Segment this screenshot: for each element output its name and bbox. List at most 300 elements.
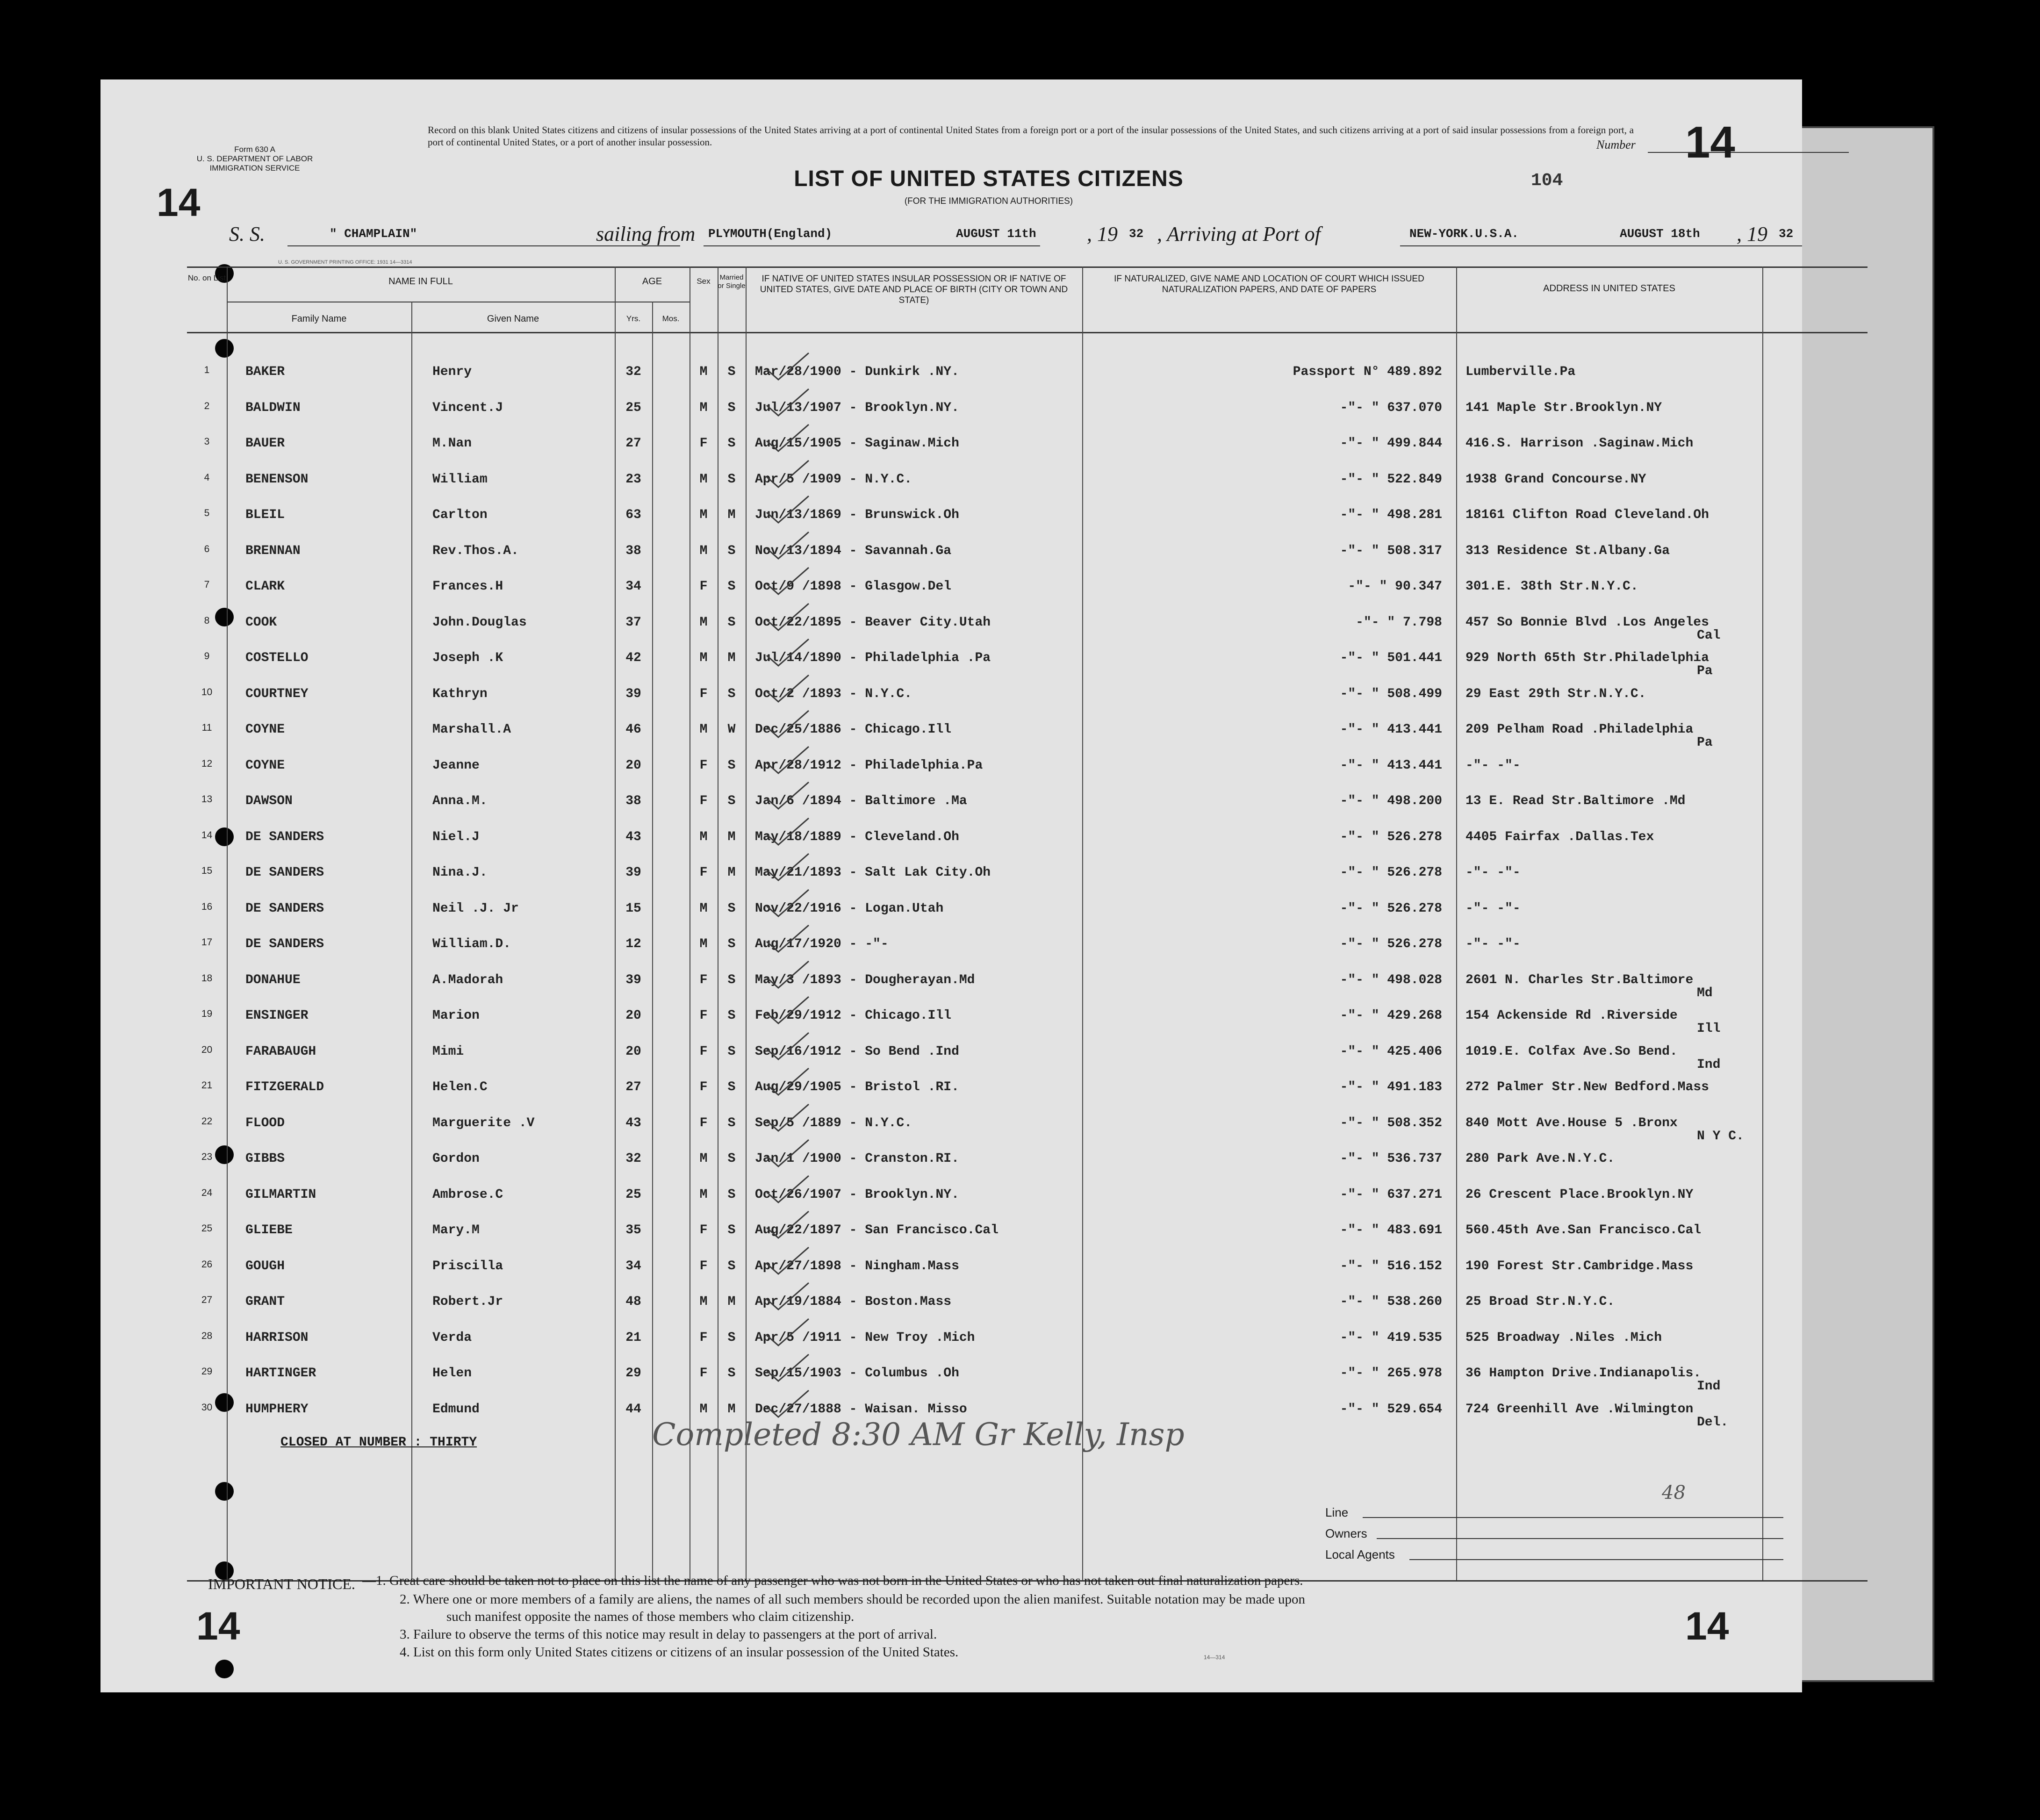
check-mark-icon [762,780,813,813]
notice-item-3: 3. Failure to observe the terms of this notice may result in delay to passengers at the port of arrival. [400,1627,937,1642]
naturalization-papers: -"- " 499.844 [1340,436,1442,451]
given-name: Robert.Jr [432,1295,503,1309]
age-years: 23 [625,472,641,487]
marital-status: M [727,829,736,844]
address-line-2: Cal [1697,628,1721,643]
address-line-1: Lumberville.Pa [1465,365,1576,379]
row-number: 2 [204,400,210,411]
table-row [187,360,1868,396]
family-name: DE SANDERS [245,865,324,880]
address-line-1: 1019.E. Colfax Ave.So Bend. [1465,1044,1678,1059]
age-years: 39 [625,972,641,987]
birth-date-place: May/3 /1893 - Dougherayan.Md [755,972,975,987]
marital-status: S [727,1259,736,1273]
sex: F [699,972,708,987]
marital-status: S [727,543,736,558]
given-name: Nina.J. [432,865,488,880]
check-mark-icon [762,1280,813,1313]
check-mark-icon [762,1209,813,1242]
row-number: 14 [201,829,213,841]
age-years: 15 [625,901,641,916]
naturalization-papers: -"- " 529.654 [1340,1402,1442,1417]
number-underline [1648,152,1849,153]
check-mark-icon [762,458,813,491]
marital-status: S [727,579,736,594]
ship-name: " CHAMPLAIN" [330,227,417,241]
birth-date-place: Oct/22/1895 - Beaver City.Utah [755,615,991,630]
birth-date-place: Dec/27/1888 - Waisan. Misso [755,1402,967,1417]
family-name: ENSINGER [245,1008,309,1023]
table-row [187,468,1868,504]
address-line-1: 141 Maple Str.Brooklyn.NY [1465,400,1662,415]
col-header-naturalized: IF NATURALIZED, GIVE NAME AND LOCATION OF COURT WHICH ISSUED NATURALIZATION PAPERS, AND DATE OF PAPERS [1114,274,1424,295]
marital-status: S [727,615,736,630]
check-mark-icon [762,1137,813,1170]
arrival-date: AUGUST 18th [1620,227,1700,241]
given-name: Rev.Thos.A. [432,543,519,558]
given-name: Neil .J. Jr [432,901,519,916]
check-mark-icon [762,530,813,562]
address-line-2: Ind [1697,1057,1721,1072]
marital-status: S [727,686,736,701]
col-header-sex: Sex [697,277,711,286]
sex: F [699,1330,708,1345]
punch-hole [215,1660,234,1678]
family-name: GOUGH [245,1259,285,1273]
row-number: 4 [204,472,210,483]
naturalization-papers: -"- " 483.691 [1340,1223,1442,1237]
sex: F [699,794,708,808]
age-years: 34 [625,579,641,594]
address-line-1: 929 North 65th Str.Philadelphia [1465,651,1709,665]
handwritten-number: 48 [1662,1482,1686,1503]
check-mark-icon [762,565,813,598]
row-number: 15 [201,865,213,876]
given-name: Joseph .K [432,651,503,665]
check-mark-icon [762,923,813,956]
sex: F [699,1044,708,1059]
given-name: Vincent.J [432,400,503,415]
list-number: 14 [1685,117,1735,167]
table-row [187,718,1868,754]
given-name: Marguerite .V [432,1115,535,1130]
row-number: 11 [201,722,212,733]
family-name: BENENSON [245,472,309,487]
check-mark-icon [762,1030,813,1063]
table-header-rule [187,332,1868,333]
form-id-block [175,145,334,173]
departure-year: 32 [1129,227,1144,241]
page-subtitle: (FOR THE IMMIGRATION AUTHORITIES) [904,196,1073,206]
naturalization-papers: -"- " 637.271 [1340,1187,1442,1202]
marital-status: S [727,472,736,487]
sex: M [699,901,708,916]
row-number: 26 [201,1259,213,1270]
table-row [187,897,1868,933]
naturalization-papers: -"- " 522.849 [1340,472,1442,487]
check-mark-icon [762,673,813,705]
arriving-label: , Arriving at Port of [1157,223,1321,245]
age-years: 39 [625,865,641,880]
naturalization-papers: -"- " 526.278 [1340,901,1442,916]
marital-status: M [727,1402,736,1417]
marital-status: M [727,865,736,880]
table-row [187,754,1868,790]
sex: F [699,758,708,773]
birth-date-place: Aug/29/1905 - Bristol .RI. [755,1080,959,1094]
row-number: 18 [201,972,213,984]
port-underline [704,245,1040,246]
row-number: 16 [201,901,213,912]
family-name: GRANT [245,1295,285,1309]
address-line-2: Ill [1697,1022,1721,1036]
sex: M [699,1151,708,1166]
arrival-year-prefix: , 19 [1737,223,1767,245]
naturalization-papers: -"- " 498.281 [1340,508,1442,522]
marital-status: S [727,436,736,451]
page-number: 104 [1531,171,1563,191]
table-row [187,503,1868,540]
table-row [187,396,1868,432]
sex: F [699,579,708,594]
agents-underline [1409,1559,1783,1560]
row-number: 9 [204,651,210,662]
given-name: Niel.J [432,829,480,844]
ss-label: S. S. [229,223,265,245]
age-years: 21 [625,1330,641,1345]
service-name: IMMIGRATION SERVICE [209,164,300,173]
given-name: Jeanne [432,758,480,773]
form-number: Form 630 A [234,145,275,154]
given-name: Marion [432,1008,480,1023]
address-line-1: 13 E. Read Str.Baltimore .Md [1465,794,1686,808]
age-years: 38 [625,794,641,808]
marital-status: S [727,1223,736,1237]
given-name: Edmund [432,1402,480,1417]
table-row [187,1218,1868,1255]
marital-status: S [727,1151,736,1166]
birth-date-place: Jan/6 /1894 - Baltimore .Ma [755,794,967,808]
owners-label: Owners [1325,1526,1367,1540]
sex: M [699,472,708,487]
family-name: HUMPHERY [245,1402,309,1417]
address-line-1: -"- -"- [1465,865,1521,880]
table-row [187,575,1868,611]
table-row [187,1254,1868,1291]
check-mark-icon [762,816,813,849]
address-line-1: 26 Crescent Place.Brooklyn.NY [1465,1187,1694,1202]
given-name: Gordon [432,1151,480,1166]
check-mark-icon [762,601,813,634]
table-row [187,1004,1868,1040]
family-name: DE SANDERS [245,901,324,916]
check-mark-icon [762,1352,813,1385]
family-name: BLEIL [245,508,285,522]
age-years: 37 [625,615,641,630]
family-name: BAKER [245,365,285,379]
row-number: 29 [201,1366,213,1377]
table-row [187,932,1868,969]
sailing-label: sailing from [596,223,696,245]
row-number: 5 [204,508,210,518]
col-header-given: Given Name [487,314,539,324]
naturalization-papers: -"- " 637.070 [1340,400,1442,415]
family-name: GILMARTIN [245,1187,316,1202]
age-years: 63 [625,508,641,522]
line-label: Line [1325,1505,1349,1519]
check-mark-icon [762,1173,813,1206]
family-name: HARTINGER [245,1366,316,1381]
check-mark-icon [762,422,813,455]
family-name: FITZGERALD [245,1080,324,1094]
birth-date-place: Sep/15/1903 - Columbus .Oh [755,1366,959,1381]
age-years: 35 [625,1223,641,1237]
marital-status: M [727,1295,736,1309]
birth-date-place: Mar/28/1900 - Dunkirk .NY. [755,365,959,379]
birth-date-place: Oct/26/1907 - Brooklyn.NY. [755,1187,959,1202]
check-mark-icon [762,1066,813,1099]
table-row [187,1183,1868,1219]
family-name: FLOOD [245,1115,285,1130]
naturalization-papers: -"- " 425.406 [1340,1044,1442,1059]
sex: M [699,365,708,379]
row-number: 21 [201,1080,213,1091]
given-name: Frances.H [432,579,503,594]
naturalization-papers: -"- " 526.278 [1340,829,1442,844]
birth-date-place: Jan/1 /1900 - Cranston.RI. [755,1151,959,1166]
naturalization-papers: -"- " 491.183 [1340,1080,1442,1094]
family-name: DE SANDERS [245,829,324,844]
address-line-1: 18161 Clifton Road Cleveland.Oh [1465,508,1709,522]
birth-date-place: Jul/13/1907 - Brooklyn.NY. [755,400,959,415]
birth-date-place: Apr/19/1884 - Boston.Mass [755,1295,952,1309]
naturalization-papers: -"- " 498.028 [1340,972,1442,987]
marital-status: S [727,365,736,379]
address-line-1: 280 Park Ave.N.Y.C. [1465,1151,1615,1166]
naturalization-papers: -"- " 516.152 [1340,1259,1442,1273]
birth-date-place: Nov/22/1916 - Logan.Utah [755,901,944,916]
address-line-1: 840 Mott Ave.House 5 .Bronx [1465,1115,1678,1130]
given-name: Priscilla [432,1259,503,1273]
age-years: 34 [625,1259,641,1273]
marital-status: S [727,1044,736,1059]
sex: F [699,1259,708,1273]
family-name: DONAHUE [245,972,301,987]
age-years: 20 [625,758,641,773]
marital-status: S [727,758,736,773]
row-number: 1 [204,365,210,375]
corner-number: 14 [157,180,201,224]
check-mark-icon [762,744,813,777]
table-row [187,1361,1868,1398]
birth-date-place: Apr/5 /1911 - New Troy .Mich [755,1330,975,1345]
sex: F [699,1115,708,1130]
table-row [187,1326,1868,1362]
given-name: Mimi [432,1044,464,1059]
birth-date-place: Aug/15/1905 - Saginaw.Mich [755,436,959,451]
marital-status: S [727,1008,736,1023]
address-line-1: 560.45th Ave.San Francisco.Cal [1465,1223,1702,1237]
sex: M [699,543,708,558]
manifest-page [101,79,1802,1692]
naturalization-papers: -"- " 413.441 [1340,722,1442,737]
address-line-1: 724 Greenhill Ave .Wilmington [1465,1402,1694,1417]
birth-date-place: Feb/29/1912 - Chicago.Ill [755,1008,952,1023]
row-number: 23 [201,1151,213,1162]
col-header-mos: Mos. [662,314,680,323]
address-line-1: 1938 Grand Concourse.NY [1465,472,1646,487]
check-mark-icon [762,351,813,383]
row-number: 13 [201,794,213,805]
bottom-left-number: 14 [196,1604,240,1648]
marital-status: S [727,972,736,987]
check-mark-icon [762,1316,813,1349]
family-name: BAUER [245,436,285,451]
naturalization-papers: -"- " 526.278 [1340,865,1442,880]
arrival-port: NEW-YORK.U.S.A. [1409,227,1519,241]
row-number: 24 [201,1187,213,1198]
row-number: 8 [204,615,210,626]
department-name: U. S. DEPARTMENT OF LABOR [196,154,313,163]
col-header-yrs: Yrs. [626,314,641,323]
address-line-1: 416.S. Harrison .Saginaw.Mich [1465,436,1694,451]
naturalization-papers: -"- " 498.200 [1340,794,1442,808]
notice-item-2-cont: such manifest opposite the names of those members who claim citizenship. [446,1609,855,1624]
departure-year-prefix: , 19 [1087,223,1118,245]
sex: F [699,436,708,451]
notice-item-2: 2. Where one or more members of a family are aliens, the names of all such members should be recorded upon the alien manifest. Suitable notation may be made upon [400,1592,1306,1607]
marital-status: S [727,1080,736,1094]
table-row [187,825,1868,862]
family-name: COYNE [245,722,285,737]
marital-status: S [727,1115,736,1130]
given-name: A.Madorah [432,972,503,987]
age-years: 27 [625,1080,641,1094]
sex: F [699,686,708,701]
naturalization-papers: -"- " 536.737 [1340,1151,1442,1166]
given-name: M.Nan [432,436,472,451]
marital-status: S [727,937,736,951]
given-name: Anna.M. [432,794,488,808]
address-line-1: 154 Ackenside Rd .Riverside [1465,1008,1678,1023]
notice-title: IMPORTANT NOTICE. [208,1575,355,1592]
punch-hole [215,339,234,358]
col-header-age: AGE [642,276,662,287]
col-header-married: Married or Single [718,273,746,290]
row-number: 25 [201,1223,213,1234]
check-mark-icon [762,994,813,1027]
sex: M [699,1402,708,1417]
sex: F [699,865,708,880]
marital-status: W [727,722,736,737]
naturalization-papers: -"- " 419.535 [1340,1330,1442,1345]
row-number: 7 [204,579,210,590]
age-years: 32 [625,365,641,379]
page-title: LIST OF UNITED STATES CITIZENS [794,166,1184,191]
naturalization-papers: -"- " 508.499 [1340,686,1442,701]
line-underline [1363,1517,1783,1518]
age-years: 29 [625,1366,641,1381]
given-name: Marshall.A [432,722,511,737]
address-line-1: 272 Palmer Str.New Bedford.Mass [1465,1080,1709,1094]
notice-item-1: —1. Great care should be taken not to place on this list the name of any passenger who was not born in the United States or who has not taken out final naturalization papers. [362,1573,1303,1588]
address-line-1: 2601 N. Charles Str.Baltimore [1465,972,1694,987]
row-number: 10 [201,686,213,698]
table-row [187,539,1868,575]
age-years: 43 [625,829,641,844]
col-header-name: NAME IN FULL [388,276,453,287]
age-years: 25 [625,1187,641,1202]
departure-port: PLYMOUTH(England) [708,227,833,241]
sex: M [699,1295,708,1309]
row-number: 27 [201,1295,213,1305]
address-line-1: 209 Pelham Road .Philadelphia [1465,722,1694,737]
birth-date-place: May/21/1893 - Salt Lak City.Oh [755,865,991,880]
given-name: Ambrose.C [432,1187,503,1202]
address-line-1: -"- -"- [1465,937,1521,951]
family-name: BALDWIN [245,400,301,415]
age-years: 27 [625,436,641,451]
address-line-1: 190 Forest Str.Cambridge.Mass [1465,1259,1694,1273]
table-row [187,1147,1868,1183]
family-name: GIBBS [245,1151,285,1166]
check-mark-icon [762,1245,813,1278]
birth-date-place: Aug/22/1897 - San Francisco.Cal [755,1223,998,1237]
row-number: 20 [201,1044,213,1055]
check-mark-icon [762,637,813,669]
bottom-right-number: 14 [1685,1604,1729,1648]
check-mark-icon [762,1388,813,1421]
age-years: 20 [625,1008,641,1023]
table-row [187,646,1868,683]
age-years: 46 [625,722,641,737]
number-label: Number [1596,138,1636,151]
birth-date-place: Oct/9 /1898 - Glasgow.Del [755,579,952,594]
check-mark-icon [762,851,813,884]
given-name: Mary.M [432,1223,480,1237]
row-number: 28 [201,1330,213,1341]
row-number: 19 [201,1008,213,1019]
birth-date-place: Apr/5 /1909 - N.Y.C. [755,472,912,487]
closed-at-note: CLOSED AT NUMBER : THIRTY [280,1435,477,1450]
given-name: William [432,472,488,487]
family-name: COYNE [245,758,285,773]
birth-date-place: Oct/2 /1893 - N.Y.C. [755,686,912,701]
family-name: COSTELLO [245,651,309,665]
table-row [187,1075,1868,1112]
given-name: John.Douglas [432,615,527,630]
table-top-rule [187,266,1868,268]
family-name: CLARK [245,579,285,594]
birth-date-place: Apr/28/1912 - Philadelphia.Pa [755,758,983,773]
naturalization-papers: -"- " 508.317 [1340,543,1442,558]
check-mark-icon [762,494,813,526]
naturalization-papers: -"- " 538.260 [1340,1295,1442,1309]
birth-date-place: Sep/5 /1889 - N.Y.C. [755,1115,912,1130]
table-row [187,1290,1868,1326]
sex: M [699,722,708,737]
col-header-no: No. on List [187,273,226,282]
address-line-2: Pa [1697,664,1713,678]
family-name: COOK [245,615,277,630]
sex: F [699,1366,708,1381]
check-mark-icon [762,887,813,920]
age-years: 20 [625,1044,641,1059]
row-number: 17 [201,937,213,948]
age-years: 32 [625,1151,641,1166]
sex: M [699,615,708,630]
given-name: Verda [432,1330,472,1345]
